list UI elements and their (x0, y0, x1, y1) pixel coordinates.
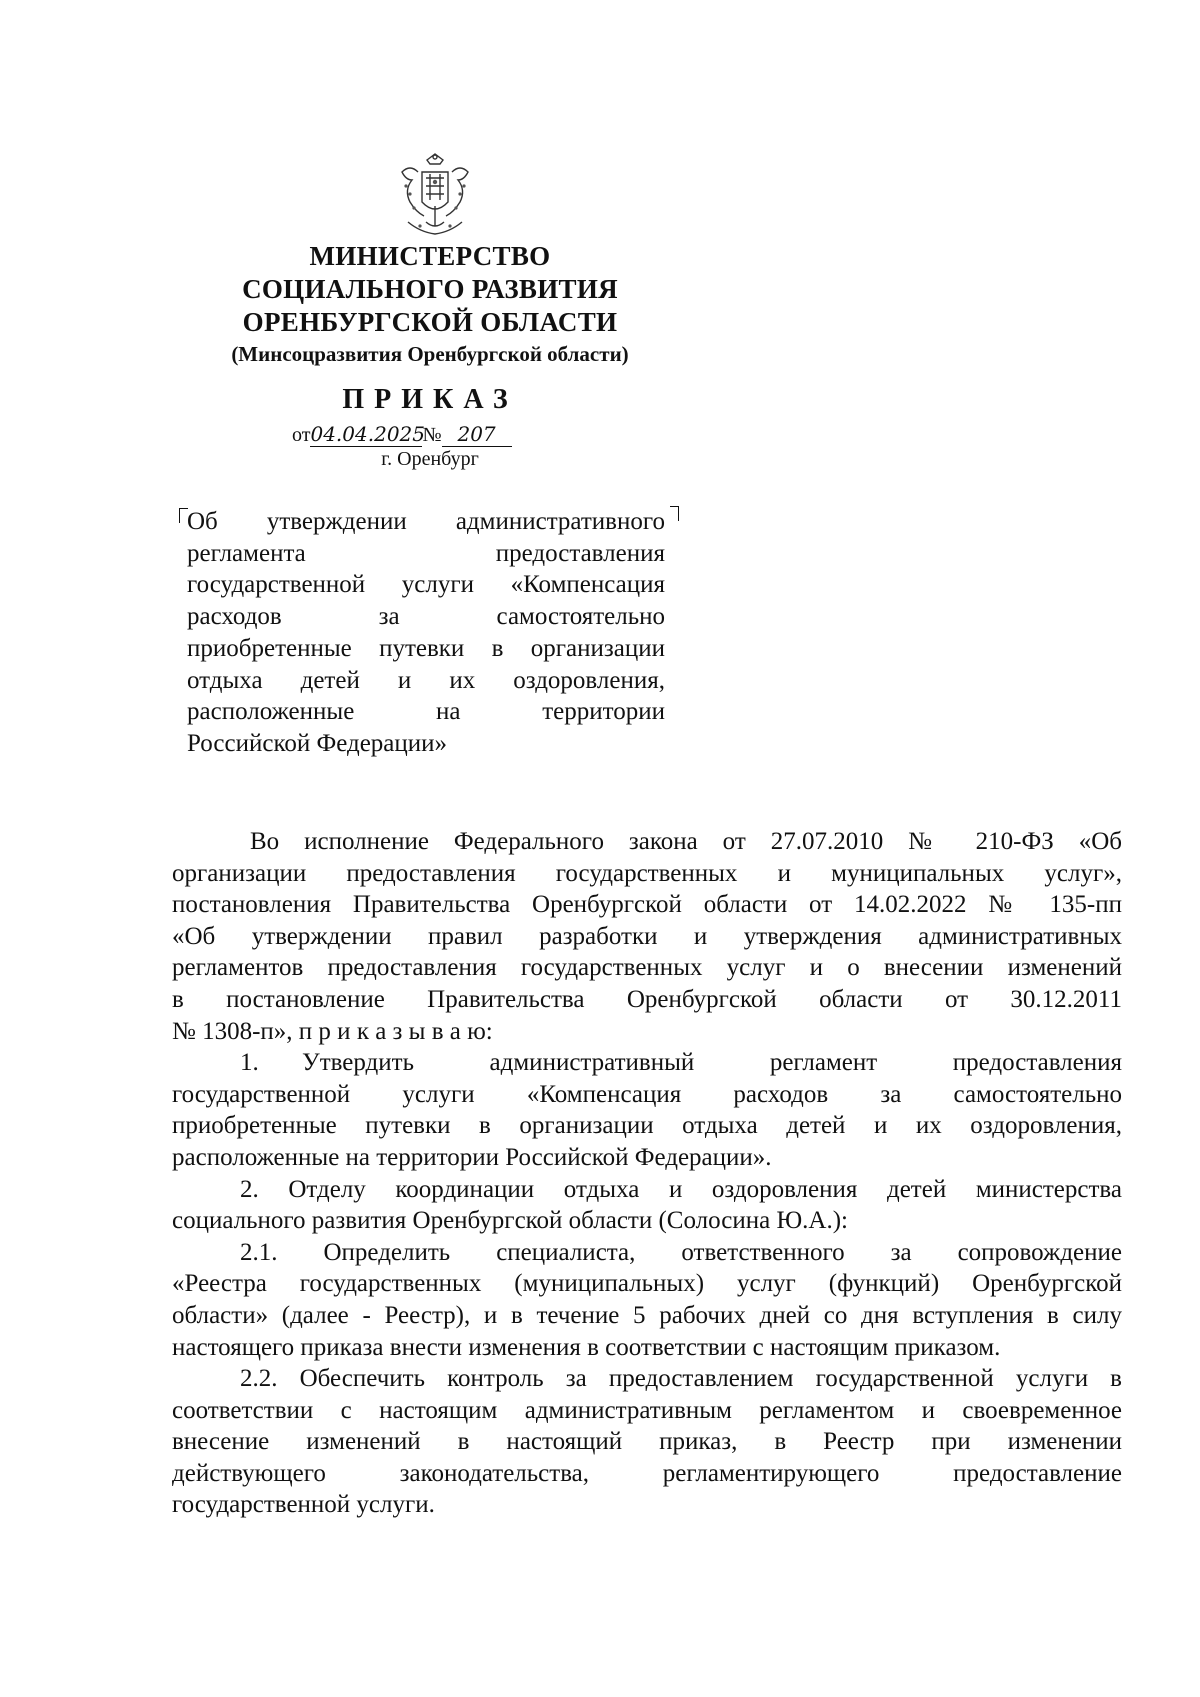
item-1-number: 1. (240, 1049, 259, 1077)
ministry-header (160, 240, 700, 369)
body-line: регламентов предоставления государственных услуг и о внесении изменений (172, 954, 1122, 982)
order-body (172, 826, 1122, 1521)
body-line: «Об утверждении правил разработки и утверждения административных (172, 922, 1122, 950)
body-line: в постановление Правительства Оренбургской области от 30.12.2011 (172, 985, 1122, 1013)
subject-line: приобретенные путевки в организации (187, 634, 665, 662)
body-line: Во исполнение Федерального закона от 27.07.2010 № 210-ФЗ «Об (250, 828, 1122, 855)
body-line: государственной услуги «Компенсация расходов за самостоятельно (172, 1080, 1122, 1108)
body-line: действующего законодательства, регламентирующего предоставление (172, 1459, 1122, 1487)
body-line: «Реестра государственных (муниципальных) услуг (функций) Оренбургской (172, 1270, 1122, 1298)
body-line: № 1308-п», п р и к а з ы в а ю: (172, 1017, 493, 1045)
subject-line: отдыха детей и их оздоровления, (187, 666, 665, 694)
body-line: государственной услуги. (172, 1491, 435, 1519)
ministry-short-name: (Минсоцразвития Оренбургской области) (231, 342, 629, 366)
subject-line: расходов за самостоятельно (187, 603, 665, 631)
body-line: организации предоставления государственных и муниципальных услуг», (172, 859, 1122, 887)
order-subject (187, 506, 665, 760)
order-date-number-line (292, 422, 512, 447)
preamble-paragraph (172, 826, 1122, 1047)
item-2-paragraph (172, 1174, 1122, 1237)
order-date: 04.04.2025 (310, 422, 425, 446)
body-line: соответствии с настоящим административным регламентом и своевременное (172, 1396, 1122, 1424)
coat-of-arms-icon (390, 150, 480, 240)
body-line: расположенные на территории Российской Федерации». (172, 1143, 772, 1171)
subject-bracket-right (670, 506, 679, 521)
body-line: области» (далее - Реестр), и в течение 5 рабочих дней со дня вступления в силу (172, 1301, 1122, 1329)
order-title: ПРИКАЗ (342, 384, 518, 415)
order-number: 207 (442, 422, 512, 447)
body-line: приобретенные путевки в организации отдыха детей и их оздоровления, (172, 1112, 1122, 1140)
ministry-name-line-1: МИНИСТЕРСТВО (309, 241, 551, 271)
ministry-name-line-3: ОРЕНБУРГСКОЙ ОБЛАСТИ (242, 307, 618, 337)
item-1-paragraph (172, 1047, 1122, 1173)
body-line: внесение изменений в настоящий приказ, в Реестр при изменении (172, 1428, 1122, 1456)
subject-line: Об утверждении административного (187, 508, 665, 535)
body-line: 2. Отделу координации отдыха и оздоровления детей министерства (240, 1175, 1122, 1203)
subject-line: регламента предоставления (187, 539, 665, 567)
body-line: постановления Правительства Оренбургской области от 14.02.2022 № 135-пп (172, 891, 1122, 919)
item-2-2-paragraph (172, 1363, 1122, 1521)
subject-line: расположенные на территории (187, 698, 665, 726)
body-line: социального развития Оренбургской области (Солосина Ю.А.): (172, 1207, 848, 1235)
body-line: 2.1. Определить специалиста, ответственного за сопровождение (240, 1238, 1122, 1266)
order-city: г. Оренбург (381, 448, 479, 470)
item-1-first-line: Утвердить административный регламент предоставления (302, 1049, 1122, 1077)
body-line (172, 1047, 1122, 1079)
body-line: настоящего приказа внести изменения в соответствии с настоящим приказом. (172, 1333, 1001, 1361)
order-number-label: № (422, 424, 442, 446)
body-line: 2.2. Обеспечить контроль за предоставлением государственной услуги в (240, 1365, 1122, 1393)
subject-line: Российской Федерации» (187, 729, 448, 757)
ministry-name-line-2: СОЦИАЛЬНОГО РАЗВИТИЯ (242, 274, 618, 304)
item-2-1-paragraph (172, 1237, 1122, 1363)
order-from-label: от (292, 424, 311, 446)
subject-line: государственной услуги «Компенсация (187, 571, 665, 599)
